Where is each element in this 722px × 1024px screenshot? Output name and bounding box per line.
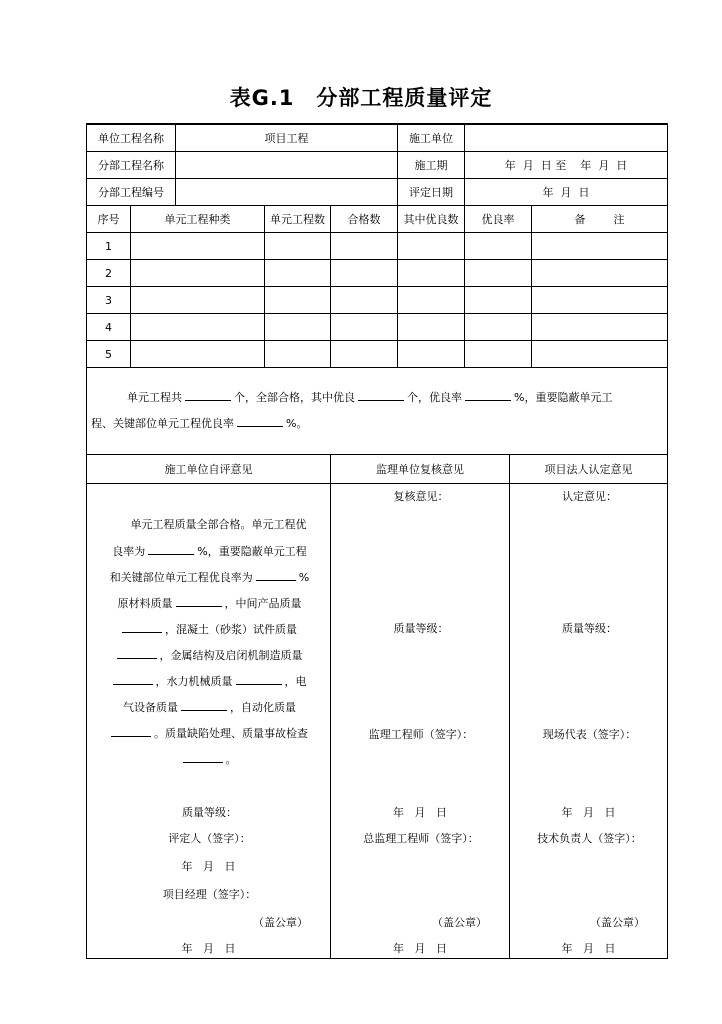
sub-project-label: 分部工程名称 (87, 152, 176, 179)
table-row (87, 233, 668, 260)
construction-period-label: 施工期 (398, 152, 465, 179)
construction-period-value: 年 月 日 至 年 月 日 (465, 152, 668, 179)
table-row (87, 341, 668, 368)
owner-grade: 质量等级： (562, 622, 617, 635)
owner-date-2: 年 月 日 (561, 942, 616, 955)
owner-cell (510, 484, 668, 959)
opinion-header-row (87, 455, 668, 484)
summary-row (87, 368, 668, 455)
col-header-type: 单元工程种类 (131, 206, 265, 233)
self-seal: （盖公章） (253, 916, 308, 929)
unit-project-value: 项目工程 (176, 124, 398, 152)
blank-key-rate (237, 414, 283, 427)
owner-seal: （盖公章） (590, 916, 645, 929)
evaluation-date-label: 评定日期 (398, 179, 465, 206)
self-date-1: 年 月 日 (181, 860, 236, 873)
col-header-count: 单元工程数 (265, 206, 331, 233)
owner-tech: 技术负责人（签字）： (537, 832, 642, 845)
construction-unit-label: 施工单位 (398, 124, 465, 152)
owner-confirm: 认定意见： (562, 490, 617, 503)
col-header-excellent: 其中优良数 (398, 206, 465, 233)
blank-unit-count (185, 388, 231, 401)
evaluation-date-value: 年 月 日 (465, 179, 668, 206)
col-header-qualified: 合格数 (331, 206, 398, 233)
sub-project-code-value (176, 179, 398, 206)
owner-rep: 现场代表（签字）： (542, 728, 637, 741)
row-seq: 5 (87, 341, 131, 368)
evaluation-form (86, 123, 668, 959)
blank-excellent-rate (465, 388, 511, 401)
row-seq: 4 (87, 314, 131, 341)
sub-project-code-label: 分部工程编号 (87, 179, 176, 206)
row-seq: 2 (87, 260, 131, 287)
unit-project-label: 单位工程名称 (87, 124, 176, 152)
self-evaluator: 评定人（签字）： (168, 832, 251, 845)
header-row-2 (87, 152, 668, 179)
col-header-seq: 序号 (87, 206, 131, 233)
supervision-chief: 总监理工程师（签字）： (363, 832, 479, 845)
owner-header: 项目法人认定意见 (510, 455, 668, 484)
self-manager: 项目经理（签字）： (162, 888, 257, 901)
row-seq: 3 (87, 287, 131, 314)
supervision-seal: （盖公章） (432, 916, 487, 929)
supervision-header: 监理单位复核意见 (331, 455, 510, 484)
table-code: 表G.1 (229, 86, 295, 110)
blank-excellent-count (358, 388, 404, 401)
col-header-rate: 优良率 (465, 206, 532, 233)
self-eval-header: 施工单位自评意见 (87, 455, 331, 484)
supervision-date-2: 年 月 日 (393, 942, 447, 955)
row-seq: 1 (87, 233, 131, 260)
col-header-remark: 备 注 (532, 206, 668, 233)
supervision-review: 复核意见： (393, 490, 449, 503)
summary-text: 单元工程共 个，全部合格，其中优良 个，优良率 %，重要隐蔽单元工 程、关键部位单元工程优良率 %。 (87, 368, 668, 455)
page-title (0, 82, 722, 112)
self-eval-cell: 单元工程质量全部合格。单元工程优 良率为 %，重要隐蔽单元工程 和关键部位单元工程优良率为 % 原材料质量 ，中间产品质量 ，混凝土（砂浆）试件质量 ，金属结构及启闭机制造质量 ，水力机械质量 ，电 气设备质量 ，自动化质量 。质量缺陷处理、质量事故检查 。 质量等级： 评定人（签字）： 年 月 日 项目经理（签字）： （盖公章） 年 月 日 (87, 484, 331, 959)
table-row (87, 287, 668, 314)
opinion-body-row (87, 484, 668, 959)
header-row-3 (87, 179, 668, 206)
supervision-grade: 质量等级： (393, 622, 449, 635)
self-grade: 质量等级： (182, 806, 237, 819)
table-title: 分部工程质量评定 (316, 86, 493, 110)
supervision-cell (331, 484, 510, 959)
owner-date-1: 年 月 日 (561, 806, 616, 819)
sub-project-value (176, 152, 398, 179)
supervision-date-1: 年 月 日 (393, 806, 447, 819)
column-header-row (87, 206, 668, 233)
table-row (87, 260, 668, 287)
self-date-2: 年 月 日 (181, 942, 236, 955)
supervision-engineer: 监理工程师（签字）： (368, 728, 474, 741)
construction-unit-value (465, 124, 668, 152)
header-row-1 (87, 124, 668, 152)
table-row (87, 314, 668, 341)
